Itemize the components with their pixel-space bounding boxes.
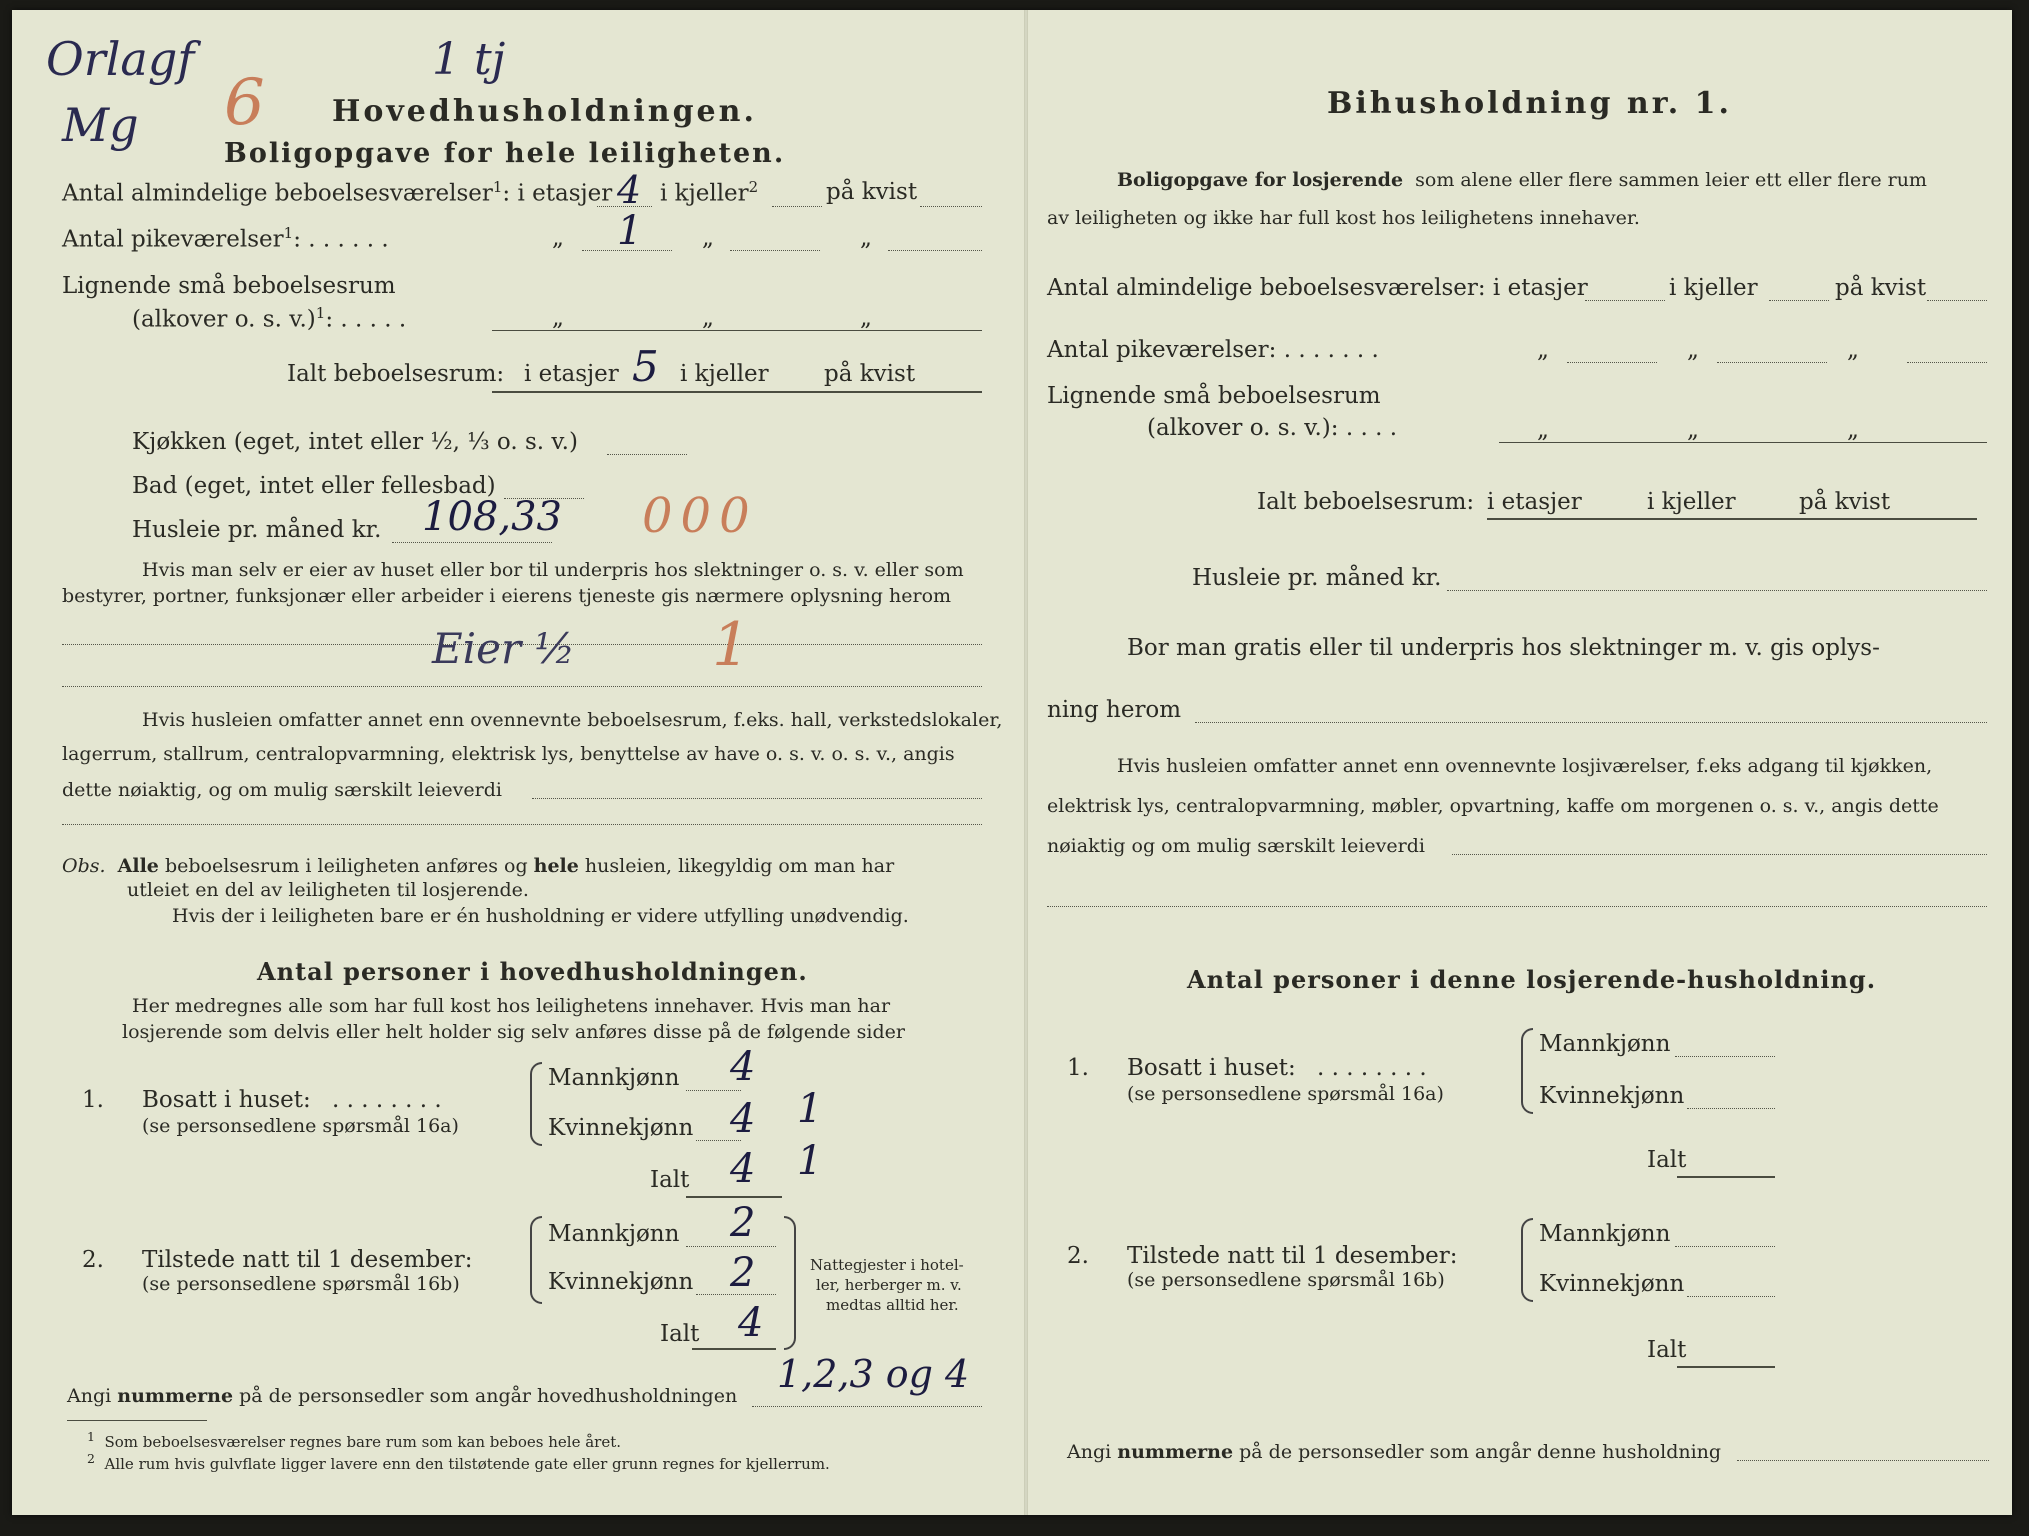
sub-q2-sub: (se personsedlene spørsmål 16b) <box>1127 1269 1445 1291</box>
sub-alcove-label-2: (alkover o. s. v.): . . . . <box>1147 415 1398 441</box>
rent-value[interactable]: 108,33 <box>422 494 562 540</box>
rooms-label: Antal almindelige beboelsesværelser$^1$: i etasjer <box>62 178 613 207</box>
sub-q1-mann-label: Mannkjønn <box>1539 1031 1671 1057</box>
sub-total-label: Ialt beboelsesrum: <box>1257 489 1475 515</box>
kitchen-label: Kjøkken (eget, intet eller ½, ⅓ o. s. v.) <box>132 429 578 455</box>
owner-text-1: Hvis man selv er eier av huset eller bor til underpris hos slektninger o. s. v. eller som <box>142 559 964 581</box>
quote-mark: „ <box>1847 417 1859 443</box>
sub-alcove-label: Lignende små beboelsesrum <box>1047 383 1381 409</box>
night-note-3: medtas alltid her. <box>826 1296 959 1314</box>
gratis-text-2: ning herom <box>1047 697 1182 723</box>
sub-total-etasjer: i etasjer <box>1487 489 1582 515</box>
footnote-2: $^2$ Alle rum hvis gulvflate ligger lavere enn den tilstøtende gate eller grunn regnes for kjellerrum. <box>87 1451 830 1473</box>
sub-numbers-label: Angi nummerne på de personsedler som angår denne husholdning <box>1067 1441 1722 1463</box>
sub-q1-brace <box>1521 1028 1533 1114</box>
extra-text-1: Hvis husleien omfatter annet enn ovennevnte beboelsesrum, f.eks. hall, verkstedslokaler, <box>142 709 1003 731</box>
total-rooms-value[interactable]: 5 <box>632 342 659 391</box>
sub-q2-mann-label: Mannkjønn <box>1539 1221 1671 1247</box>
q1-number: 1. <box>82 1087 104 1113</box>
q2-ialt-value[interactable]: 4 <box>738 1300 764 1346</box>
sub-rooms-kjeller: i kjeller <box>1669 275 1758 301</box>
night-note-2: ler, herberger m. v. <box>816 1276 962 1294</box>
quote-mark: „ <box>552 225 564 251</box>
q2-sub: (se personsedlene spørsmål 16b) <box>142 1273 460 1295</box>
sub-rent-label: Husleie pr. måned kr. <box>1192 565 1442 591</box>
q1-brace <box>530 1062 542 1146</box>
q1-kvinne-value-2[interactable]: 1 <box>797 1086 823 1132</box>
rent-label: Husleie pr. måned kr. <box>132 517 382 543</box>
total-etasjer-label: i etasjer <box>524 361 619 387</box>
sub-q2-number: 2. <box>1067 1243 1089 1269</box>
q1-kvinne-label: Kvinnekjønn <box>548 1115 694 1141</box>
extra-text-3: dette nøiaktig, og om mulig særskilt leieverdi <box>62 779 502 801</box>
sub-extra-text-3: nøiaktig og om mulig særskilt leieverdi <box>1047 835 1425 857</box>
sub-total-kvist: på kvist <box>1799 489 1891 515</box>
q1-ialt-value[interactable]: 4 <box>730 1146 756 1192</box>
night-note-1: Nattegjester i hotel- <box>810 1256 964 1274</box>
gratis-text-1: Bor man gratis eller til underpris hos slektninger m. v. gis oplys- <box>1127 635 1880 661</box>
quote-mark: „ <box>1537 417 1549 443</box>
sub-rooms-label: Antal almindelige beboelsesværelser: i etasjer <box>1047 275 1588 301</box>
q1-sub: (se personsedlene spørsmål 16a) <box>142 1115 459 1137</box>
sub-household-title: Bihusholdning nr. 1. <box>1327 86 1732 121</box>
maid-rooms-value[interactable]: 1 <box>617 208 643 254</box>
rooms-kvist-label: på kvist <box>826 179 918 205</box>
q1-mann-value[interactable]: 4 <box>730 1044 756 1090</box>
sub-maid-rooms-label: Antal pikeværelser: . . . . . . . <box>1047 337 1379 363</box>
alcove-label: Lignende små beboelsesrum <box>62 273 396 299</box>
total-kvist-label: på kvist <box>824 361 916 387</box>
rooms-etasjer-value[interactable]: 4 <box>617 168 642 212</box>
sub-extra-text-1: Hvis husleien omfatter annet enn ovennevnte losjiværelser, f.eks adgang til kjøkken, <box>1117 755 1933 777</box>
quote-mark: „ <box>860 225 872 251</box>
margin-note-number: 1 tj <box>432 34 506 85</box>
q1-kvinne-value[interactable]: 4 <box>730 1096 756 1142</box>
q2-label: Tilstede natt til 1 desember: <box>142 1247 473 1273</box>
q2-brace <box>530 1216 542 1304</box>
q1-mann-label: Mannkjønn <box>548 1065 680 1091</box>
numbers-label: Angi nummerne på de personsedler som angår hovedhusholdningen <box>67 1385 738 1407</box>
extra-text-2: lagerrum, stallrum, centralopvarmning, elektrisk lys, benyttelse av have o. s. v. o. s. v., angis <box>62 743 955 765</box>
q2-mann-value[interactable]: 2 <box>730 1200 756 1246</box>
quote-mark: „ <box>1687 417 1699 443</box>
quote-mark: „ <box>552 305 564 331</box>
sub-q1-sub: (se personsedlene spørsmål 16a) <box>1127 1083 1444 1105</box>
obs-paragraph: Obs. Alle beboelsesrum i leiligheten anføres og hele husleien, likegyldig om man har <box>62 855 895 877</box>
rooms-kjeller-label: i kjeller$^2$ <box>660 178 759 207</box>
sub-q1-ialt-label: Ialt <box>1647 1147 1687 1173</box>
q1-dots: . . . . . . . . <box>332 1087 442 1113</box>
footnote-1: $^1$ Som beboelsesværelser regnes bare rum som kan beboes hele året. <box>87 1429 622 1451</box>
obs-paragraph-3: Hvis der i leiligheten bare er én husholdning er videre utfylling unødvendig. <box>172 905 909 927</box>
q1-ialt-value-2[interactable]: 1 <box>797 1138 823 1184</box>
sub-total-kjeller: i kjeller <box>1647 489 1736 515</box>
margin-note-mg: Mg <box>62 98 139 152</box>
total-rooms-label: Ialt beboelsesrum: <box>287 361 505 387</box>
alcove-label-2: (alkover o. s. v.)$^1$: . . . . . <box>132 304 407 333</box>
persons-title: Antal personer i hovedhusholdningen. <box>257 957 808 986</box>
quote-mark: „ <box>1537 337 1549 363</box>
sub-q1-number: 1. <box>1067 1055 1089 1081</box>
owner-pencil-note: 1 <box>712 610 751 680</box>
sub-q2-ialt-label: Ialt <box>1647 1337 1687 1363</box>
margin-note-orlagf: Orlagf <box>46 32 195 86</box>
quote-mark: „ <box>702 225 714 251</box>
maid-rooms-label: Antal pikeværelser$^1$: . . . . . . <box>62 224 389 253</box>
total-kjeller-label: i kjeller <box>680 361 769 387</box>
q2-number: 2. <box>82 1247 104 1273</box>
q1-ialt-label: Ialt <box>650 1167 690 1193</box>
census-form-sheet <box>12 10 2012 1515</box>
margin-note-pencil: 6 <box>224 66 265 140</box>
q2-ialt-label: Ialt <box>660 1321 700 1347</box>
bath-label: Bad (eget, intet eller fellesbad) <box>132 473 496 499</box>
sub-extra-text-2: elektrisk lys, centralopvarmning, møbler, opvartning, kaffe om morgenen o. s. v., angis dette <box>1047 795 1939 817</box>
q2-kvinne-value[interactable]: 2 <box>730 1250 756 1296</box>
sub-persons-title: Antal personer i denne losjerende-husholdning. <box>1187 965 1877 994</box>
sub-q2-label: Tilstede natt til 1 desember: <box>1127 1243 1458 1269</box>
q2-kvinne-label: Kvinnekjønn <box>548 1269 694 1295</box>
main-household-subtitle: Boligopgave for hele leiligheten. <box>224 138 786 169</box>
intro-text-2: av leiligheten og ikke har full kost hos leilighetens innehaver. <box>1047 207 1640 229</box>
sub-rooms-kvist: på kvist <box>1835 275 1927 301</box>
owner-value[interactable]: Eier ½ <box>432 624 576 673</box>
q2-mann-label: Mannkjønn <box>548 1221 680 1247</box>
sub-q2-brace <box>1521 1218 1533 1302</box>
q2-brace-right <box>784 1216 796 1350</box>
sub-q1-label: Bosatt i huset: <box>1127 1055 1296 1081</box>
owner-text-2: bestyrer, portner, funksjonær eller arbeider i eierens tjeneste gis nærmere oplysning herom <box>62 585 952 607</box>
sub-q1-kvinne-label: Kvinnekjønn <box>1539 1083 1685 1109</box>
persons-text-2: losjerende som delvis eller helt holder sig selv anføres disse på de følgende sider <box>122 1021 905 1043</box>
page-fold <box>1024 10 1028 1515</box>
obs-paragraph-2: utleiet en del av leiligheten til losjerende. <box>127 879 529 901</box>
quote-mark: „ <box>702 305 714 331</box>
intro-text-1: Boligopgave for losjerende som alene eller flere sammen leier ett eller flere rum <box>1117 169 1927 191</box>
rent-pencil-note: 000 <box>642 488 758 544</box>
quote-mark: „ <box>860 305 872 331</box>
quote-mark: „ <box>1687 337 1699 363</box>
sub-q2-kvinne-label: Kvinnekjønn <box>1539 1271 1685 1297</box>
q1-label: Bosatt i huset: <box>142 1087 311 1113</box>
sub-q1-dots: . . . . . . . . <box>1317 1055 1427 1081</box>
quote-mark: „ <box>1847 337 1859 363</box>
persons-text-1: Her medregnes alle som har full kost hos leilighetens innehaver. Hvis man har <box>132 995 891 1017</box>
numbers-value[interactable]: 1,2,3 og 4 <box>777 1352 970 1396</box>
main-household-title: Hovedhusholdningen. <box>332 94 757 129</box>
